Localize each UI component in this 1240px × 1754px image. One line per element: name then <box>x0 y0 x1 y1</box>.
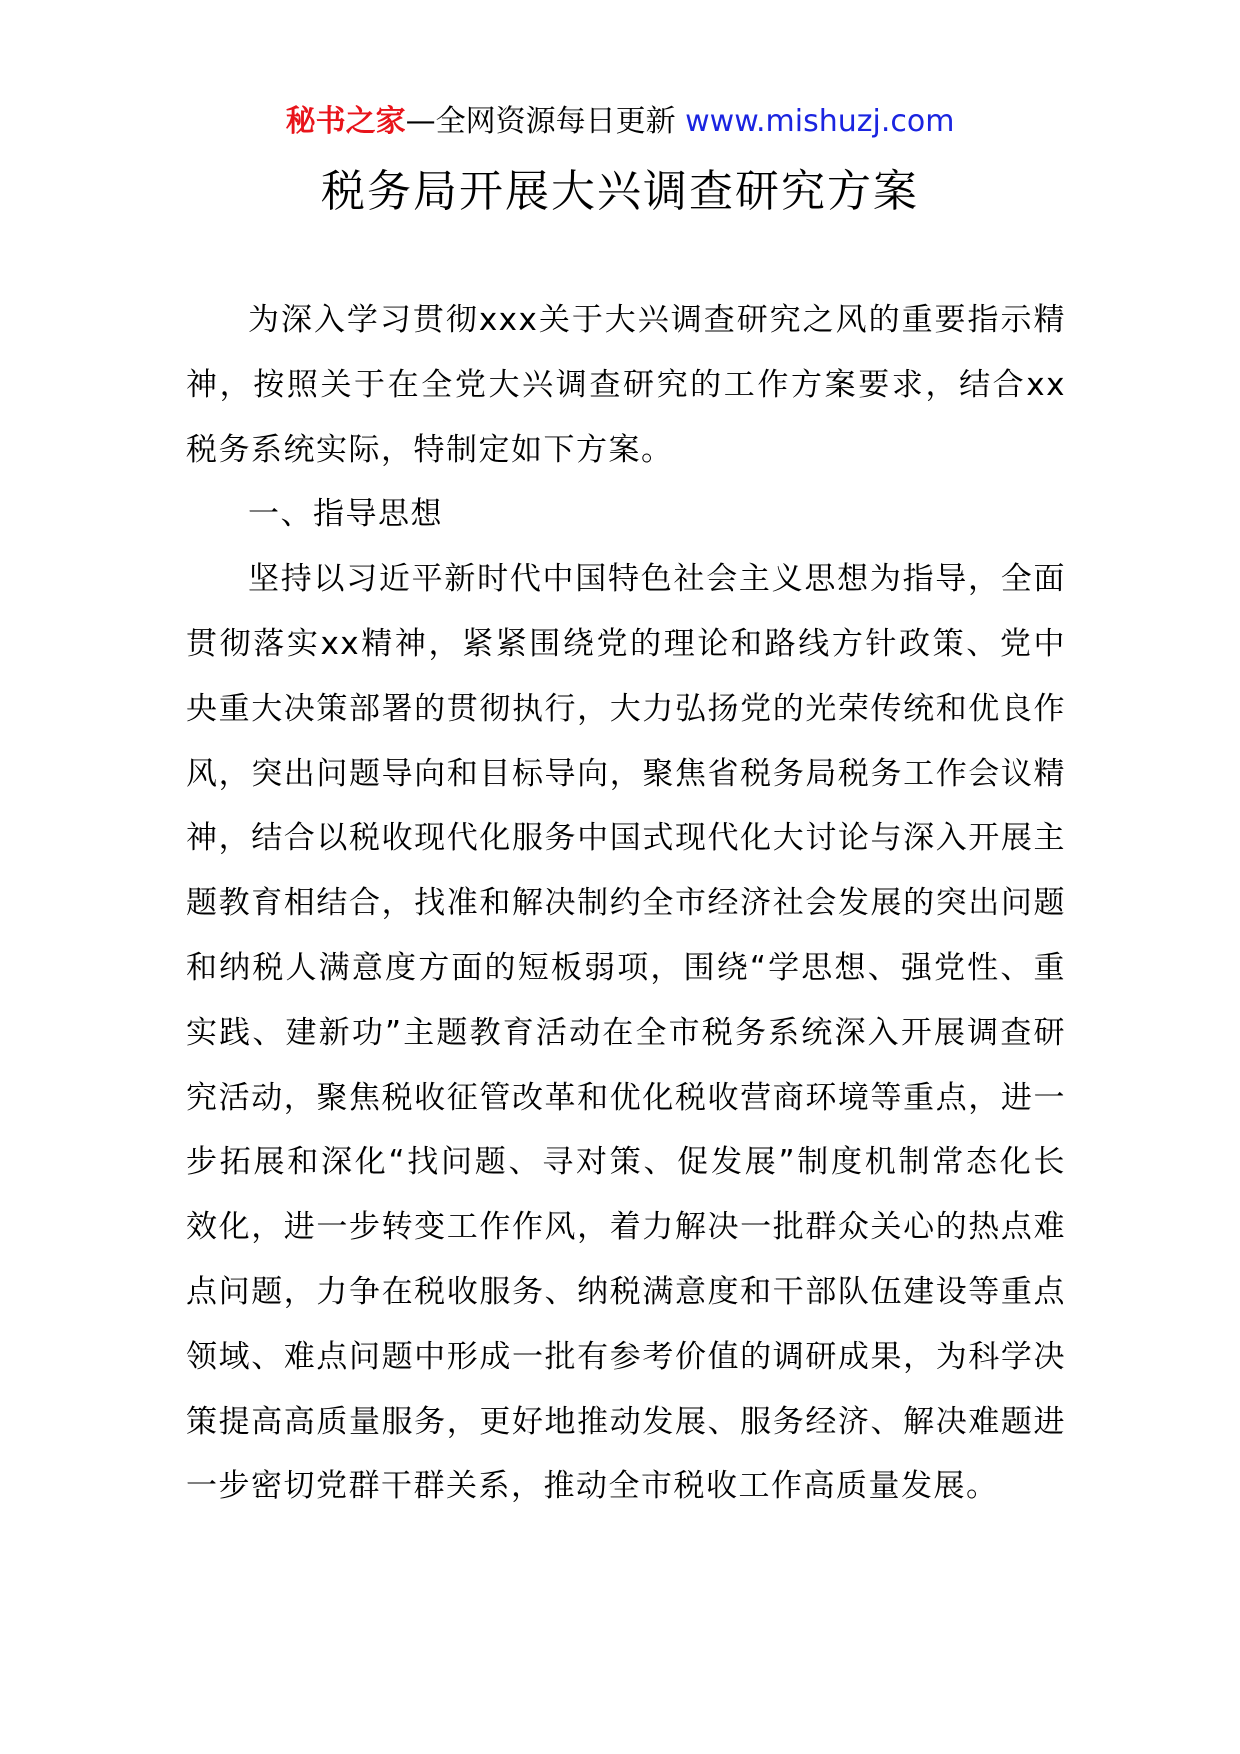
header-slogan: —全网资源每日更新 <box>405 104 676 139</box>
section-heading-guiding-ideology: 一、指导思想 <box>248 496 443 533</box>
intro-paragraph: 为深入学习贯彻xxx关于大兴调查研究之风的重要指示精神，按照关于在全党大兴调查研究的工作方案要求，结合xx税务系统实际，特制定如下方案。 <box>186 302 1066 468</box>
section-paragraph-guiding-ideology: 坚持以习近平新时代中国特色社会主义思想为指导，全面贯彻落实xx精神，紧紧围绕党的理论和路线方针政策、党中央重大决策部署的贯彻执行，大力弘扬党的光荣传统和优良作风，突出问题导向和目标导向，聚焦省税务局税务工作会议精神，结合以税收现代化服务中国式现代化大讨论与深入开展主题教育相结合，找准和解决制约全市经济社会发展的突出问题和纳税人满意度方面的短板弱项，围绕“学思想、强党性、重实践、建新功”主题教育活动在全市税务系统深入开展调查研究活动，聚焦税收征管改革和优化税收营商环境等重点，进一步拓展和深化“找问题、寻对策、促发展”制度机制常态化长效化，进一步转变工作作风，着力解决一批群众关心的热点难点问题，力争在税收服务、纳税满意度和干部队伍建设等重点领域、难点问题中形成一批有参考价值的调研成果，为科学决策提高高质量服务，更好地推动发展、服务经济、解决难题进一步密切党群干群关系，推动全市税收工作高质量发展。 <box>186 561 1066 1505</box>
document-title: 税务局开展大兴调查研究方案 <box>321 166 919 217</box>
document-body <box>186 288 1066 1519</box>
site-url-link[interactable]: www.mishuzj.com <box>685 104 955 139</box>
site-header <box>0 100 1240 144</box>
brand-name: 秘书之家 <box>285 104 406 139</box>
